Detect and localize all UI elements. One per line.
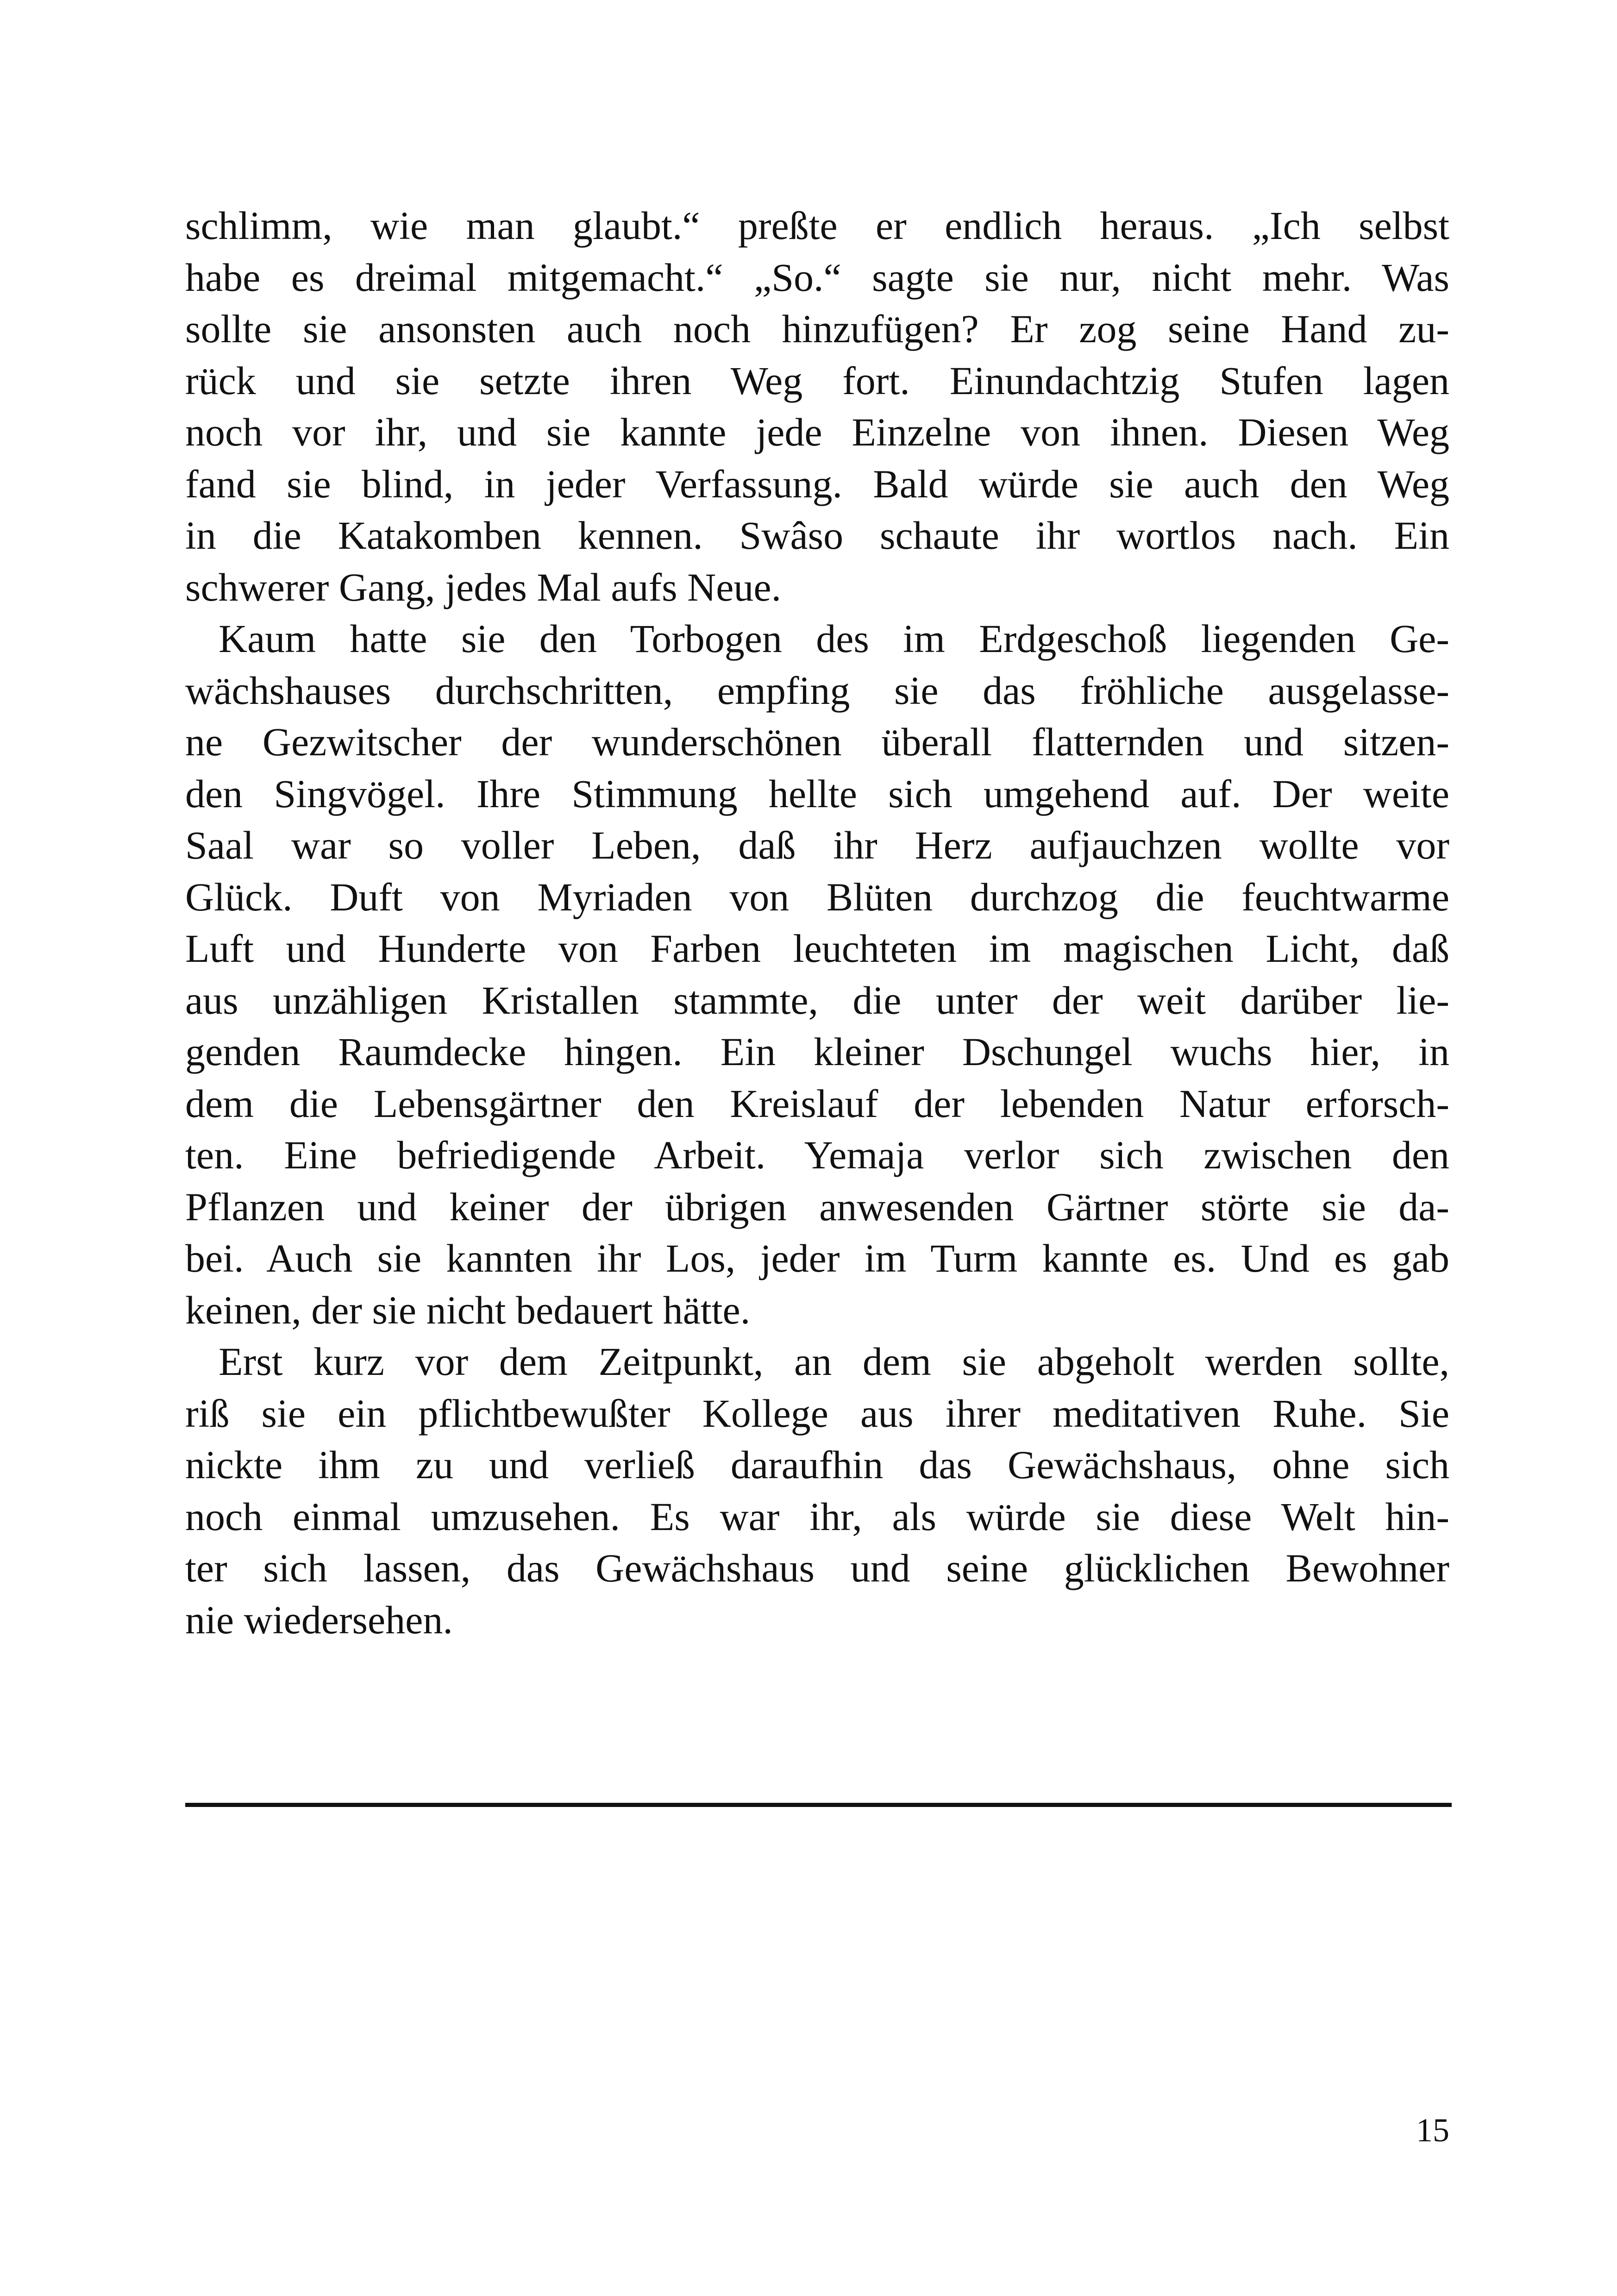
text-line: Saal war so voller Leben, daß ihr Herz aufjauchzen wollte vor <box>185 823 1449 867</box>
chapter-end-rule <box>185 1803 1452 1807</box>
text-line: fand sie blind, in jeder Verfassung. Bald würde sie auch den Weg <box>185 461 1449 506</box>
text-line: Kaum hatte sie den Torbogen des im Erdgeschoß liegenden Ge- <box>219 616 1449 661</box>
text-line: dem die Lebensgärtner den Kreislauf der lebenden Natur erforsch- <box>185 1081 1449 1126</box>
text-line: schlimm, wie man glaubt.“ preßte er endlich heraus. „Ich selbst <box>185 203 1449 248</box>
text-line: Glück. Duft von Myriaden von Blüten durchzog die feuchtwarme <box>185 874 1449 919</box>
body-text <box>185 200 1449 1646</box>
page-number: 15 <box>1416 2112 1449 2149</box>
text-line: noch vor ihr, und sie kannte jede Einzelne von ihnen. Diesen Weg <box>185 410 1449 454</box>
text-line: in die Katakomben kennen. Swâso schaute ihr wortlos nach. Ein <box>185 513 1449 558</box>
text-line: schwerer Gang, jedes Mal aufs Neue. <box>185 565 782 609</box>
text-line: sollte sie ansonsten auch noch hinzufügen? Er zog seine Hand zu- <box>185 307 1449 351</box>
text-line: ter sich lassen, das Gewächshaus und seine glücklichen Bewohner <box>185 1546 1449 1590</box>
text-line: aus unzähligen Kristallen stammte, die unter der weit darüber lie- <box>185 978 1449 1023</box>
text-line: noch einmal umzusehen. Es war ihr, als würde sie diese Welt hin- <box>185 1494 1449 1539</box>
text-line: Pflanzen und keiner der übrigen anwesenden Gärtner störte sie da- <box>185 1184 1449 1229</box>
text-line: ne Gezwitscher der wunderschönen überall flatternden und sitzen- <box>185 720 1449 764</box>
text-line: keinen, der sie nicht bedauert hätte. <box>185 1287 751 1332</box>
text-line: ten. Eine befriedigende Arbeit. Yemaja verlor sich zwischen den <box>185 1133 1449 1177</box>
text-line: habe es dreimal mitgemacht.“ „So.“ sagte sie nur, nicht mehr. Was <box>185 255 1449 300</box>
text-line: Erst kurz vor dem Zeitpunkt, an dem sie abgeholt werden sollte, <box>219 1339 1449 1384</box>
text-line: nie wiedersehen. <box>185 1597 453 1642</box>
text-line: riß sie ein pflichtbewußter Kollege aus ihrer meditativen Ruhe. Sie <box>185 1391 1449 1436</box>
text-line: wächshauses durchschritten, empfing sie das fröhliche ausgelasse- <box>185 668 1449 713</box>
text-line: Luft und Hunderte von Farben leuchteten im magischen Licht, daß <box>185 926 1449 971</box>
text-line: nickte ihm zu und verließ daraufhin das Gewächshaus, ohne sich <box>185 1443 1449 1487</box>
text-line: rück und sie setzte ihren Weg fort. Einundachtzig Stufen lagen <box>185 358 1449 403</box>
text-line: den Singvögel. Ihre Stimmung hellte sich umgehend auf. Der weite <box>185 771 1449 816</box>
text-line: bei. Auch sie kannten ihr Los, jeder im Turm kannte es. Und es gab <box>185 1236 1449 1280</box>
text-line: genden Raumdecke hingen. Ein kleiner Dschungel wuchs hier, in <box>185 1029 1449 1074</box>
